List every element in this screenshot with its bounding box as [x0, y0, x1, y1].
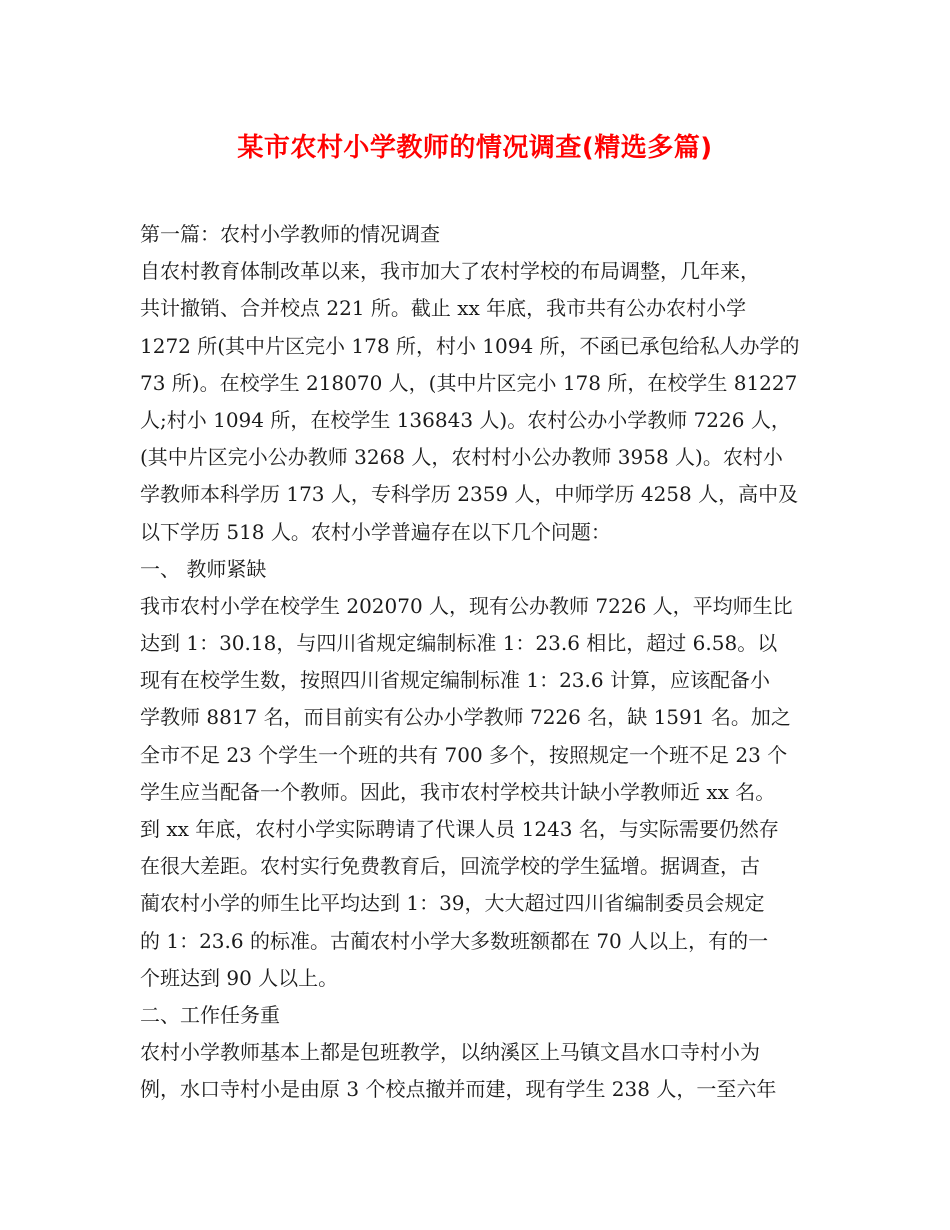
document-title: 某市农村小学教师的情况调查(精选多篇) — [237, 133, 713, 163]
text-line: 的 1：23.6 的标准。古蔺农村小学大多数班额都在 70 人以上，有的一 — [140, 928, 769, 953]
text-line: 到 xx 年底，农村小学实际聘请了代课人员 1243 名，与实际需要仍然存 — [140, 817, 779, 841]
text-line: 学生应当配备一个教师。因此，我市农村学校共计缺小学教师近 xx 名。 — [140, 779, 776, 804]
text-line: 以下学历 518 人。农村小学普遍存在以下几个问题： — [140, 519, 611, 544]
section-heading: 二、工作任务重 — [140, 1002, 280, 1027]
text-line: 73 所)。在校学生 218070 人，(其中片区完小 178 所，在校学生 81227 — [140, 370, 798, 395]
document-body — [140, 216, 820, 1109]
text-line: 学教师本科学历 173 人，专科学历 2359 人，中师学历 4258 人，高中及 — [140, 482, 799, 507]
text-line: 自农村教育体制改革以来，我市加大了农村学校的布局调整，几年来， — [140, 259, 760, 284]
text-line: 例，水口寺村小是由原 3 个校点撤并而建，现有学生 238 人，一至六年 — [140, 1077, 777, 1102]
text-line: 个班达到 90 人以上。 — [140, 965, 339, 990]
text-line: 全市不足 23 个学生一个班的共有 700 多个，按照规定一个班不足 23 个 — [140, 742, 788, 767]
text-line: 我市农村小学在校学生 202070 人，现有公办教师 7226 人，平均师生比 — [140, 593, 793, 618]
text-line: 1272 所(其中片区完小 178 所，村小 1094 所，不函已承包给私人办学的 — [140, 333, 800, 358]
text-line: (其中片区完小公办教师 3268 人，农村村小公办教师 3958 人)。农村小 — [140, 445, 783, 470]
text-line: 第一篇：农村小学教师的情况调查 — [140, 222, 440, 246]
text-line: 人;村小 1094 所，在校学生 136843 人)。农村公办小学教师 7226 人， — [140, 407, 791, 432]
text-line: 蔺农村小学的师生比平均达到 1：39，大大超过四川省编制委员会规定 — [140, 891, 765, 916]
text-line: 现有在校学生数，按照四川省规定编制标准 1：23.6 计算，应该配备小 — [140, 668, 770, 693]
section-heading: 一、 教师紧缺 — [140, 556, 267, 581]
text-line: 共计撤销、合并校点 221 所。截止 xx 年底，我市共有公办农村小学 — [140, 296, 747, 321]
text-line: 学教师 8817 名，而目前实有公办小学教师 7226 名，缺 1591 名。加之 — [140, 705, 791, 730]
text-line: 农村小学教师基本上都是包班教学，以纳溪区上马镇文昌水口寺村小为 — [140, 1040, 760, 1065]
text-line: 达到 1：30.18，与四川省规定编制标准 1：23.6 相比，超过 6.58。以 — [140, 631, 778, 656]
text-line: 在很大差距。农村实行免费教育后，回流学校的学生猛增。据调查，古 — [140, 854, 760, 879]
